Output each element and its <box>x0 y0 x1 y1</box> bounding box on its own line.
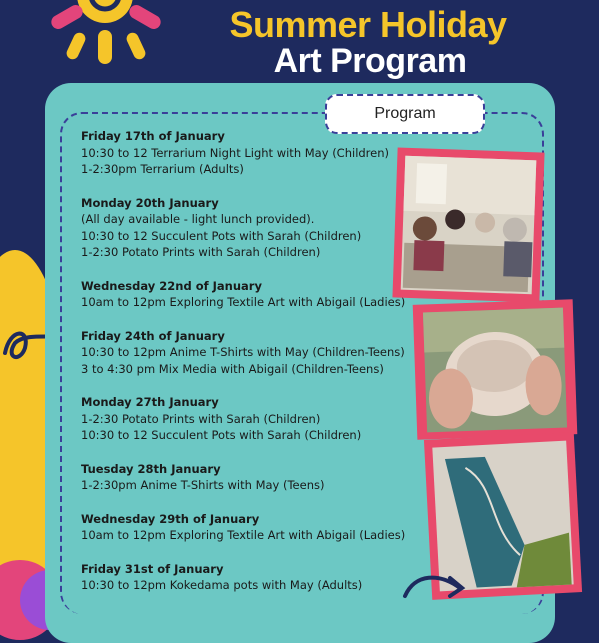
event-day: Friday 24th of January <box>81 328 225 343</box>
sun-icon <box>30 0 180 70</box>
event-session: 10am to 12pm Exploring Textile Art with Abigail (Ladies) <box>81 295 406 309</box>
title-line-1: Summer Holiday <box>229 4 507 45</box>
event-session: 10:30 to 12pm Anime T-Shirts with May (Children-Teens) <box>81 345 405 359</box>
clay-bowl-photo <box>413 299 578 440</box>
event-block <box>81 511 421 544</box>
event-block <box>81 328 421 378</box>
event-session: 1-2:30pm Terrarium (Adults) <box>81 162 244 176</box>
event-session: 1-2:30 Potato Prints with Sarah (Children) <box>81 245 321 259</box>
event-day: Monday 27th January <box>81 395 219 409</box>
event-session: 1-2:30 Potato Prints with Sarah (Children) <box>81 411 321 426</box>
program-label: Program <box>325 94 485 134</box>
event-day: Friday 31st of January <box>81 561 224 576</box>
event-block <box>81 128 421 178</box>
clay-bowl-photo-frame <box>413 299 578 440</box>
event-session: 3 to 4:30 pm Mix Media with Abigail (Children-Teens) <box>81 361 384 376</box>
event-day: Monday 20th January <box>81 195 219 210</box>
event-session: (All day available - light lunch provided). <box>81 212 315 226</box>
event-session: 10:30 to 12 Succulent Pots with Sarah (Children) <box>81 228 362 243</box>
event-block <box>81 195 421 261</box>
event-day: Wednesday 22nd of January <box>81 278 262 293</box>
event-block <box>81 561 421 594</box>
event-block <box>81 278 421 311</box>
event-session: 10:30 to 12pm Kokedama pots with May (Adults) <box>81 578 363 592</box>
event-day: Friday 17th of January <box>81 129 225 143</box>
curly-arrow-icon <box>400 568 470 600</box>
event-day: Wednesday 29th of January <box>81 511 260 526</box>
event-day: Tuesday 28th January <box>81 461 221 476</box>
event-session: 10:30 to 12 Terrarium Night Light with May (Children) <box>81 145 390 160</box>
event-block <box>81 394 421 444</box>
event-session: 10am to 12pm Exploring Textile Art with Abigail (Ladies) <box>81 528 406 542</box>
event-session: 10:30 to 12 Succulent Pots with Sarah (Children) <box>81 428 362 442</box>
event-list <box>81 128 421 611</box>
workshop-photo <box>392 147 544 302</box>
event-block <box>81 461 421 494</box>
workshop-photo-frame <box>392 147 544 302</box>
event-session: 1-2:30pm Anime T-Shirts with May (Teens) <box>81 478 325 492</box>
title-line-2: Art Program <box>273 42 467 80</box>
